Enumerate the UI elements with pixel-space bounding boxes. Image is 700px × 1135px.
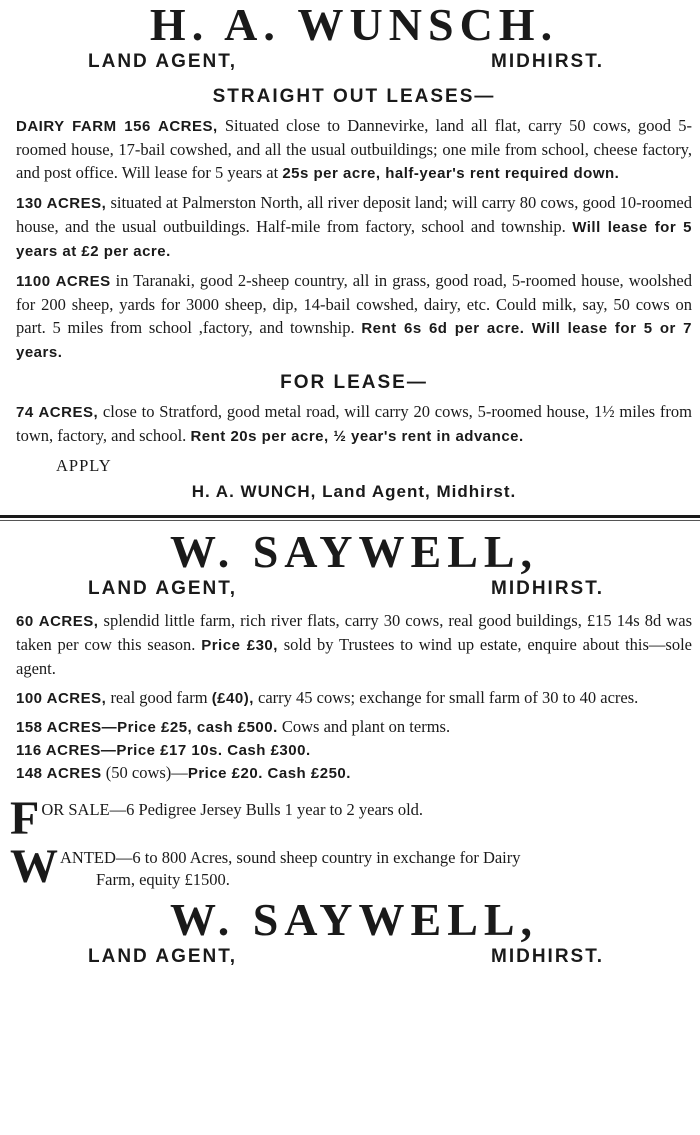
listing-terms: 25s per acre, half-year's rent required down. — [282, 165, 620, 182]
listing-line — [16, 762, 692, 785]
agent-location: MIDHIRST. — [491, 946, 604, 967]
notice-text: OR SALE—6 Pedigree Jersey Bulls 1 year to 2 years old. — [41, 800, 424, 819]
listing-terms: Rent 20s per acre, ½ year's rent in advance. — [190, 428, 524, 445]
listing-text: sold by Trustees to wind up estate, enquire about this—sole agent. — [16, 635, 692, 678]
listing-lead: 74 ACRES, — [16, 404, 99, 421]
listing-terms: Will lease for 5 years at £2 per acre. — [16, 219, 692, 260]
agent-location: MIDHIRST. — [491, 578, 604, 599]
agent-name: H. A. WUNSCH. — [149, 0, 559, 50]
wanted-notice — [10, 840, 692, 893]
listing-text: Cows and plant on terms. — [277, 717, 451, 736]
listing-lead: 60 ACRES, — [16, 613, 99, 630]
apply-label: APPLY — [56, 456, 112, 475]
agent-name: W. SAYWELL, — [169, 526, 539, 577]
divider-rule — [0, 520, 700, 521]
listing-entry — [16, 269, 692, 364]
listing-lead: 158 ACRES—Price £25, cash £500. — [16, 719, 278, 736]
listing-line — [16, 716, 692, 739]
listing-lead: 1100 ACRES — [16, 273, 111, 290]
listing-entry — [16, 191, 692, 263]
agent-role: LAND AGENT, — [88, 946, 238, 967]
listing-lead: 116 ACRES—Price £17 10s. Cash £300. — [16, 742, 311, 759]
listing-lead: 148 ACRES — [16, 765, 102, 782]
listing-text: real good farm — [106, 688, 212, 707]
agent-subtitle — [16, 945, 692, 969]
listing-lead: 100 ACRES, — [16, 690, 107, 707]
listing-terms: Rent 6s 6d per acre. Will lease for 5 or 7 years. — [16, 320, 692, 361]
listing-text: situated at Palmerston North, all river deposit land; will carry 80 cows, good 10-roomed house, and the usual outbuildings. Half-mile from factory, school and township. — [16, 193, 693, 236]
saywell-advertisement — [10, 526, 692, 969]
listing-lead: DAIRY FARM 156 ACRES, — [16, 118, 218, 135]
listing-text: in Taranaki, good 2-sheep country, all in grass, good road, 5-roomed house, woolshed for 200 sheep, yards for 3000 sheep, dip, 14-bail cowshed, dairy, etc. Could milk, say, 50 cows on part. 5 miles from school ,factory, and township. — [16, 271, 692, 337]
listing-line — [16, 739, 692, 762]
agent-subtitle — [16, 50, 692, 74]
agent-subtitle — [16, 577, 692, 601]
listing-lead: 130 ACRES, — [16, 195, 107, 212]
listing-text: Situated close to Dannevirke, land all flat, carry 50 cows, good 5-roomed house, 17-bail cowshed, and all the usual outbuildings; one mile from school, cheese factory, and post office. Will lease for 5 years at — [16, 116, 692, 182]
divider-rule — [0, 515, 700, 518]
listing-text: carry 45 cows; exchange for small farm of 30 to 40 acres. — [253, 688, 639, 707]
listing-text: (50 cows)— — [101, 763, 188, 782]
agent-location: MIDHIRST. — [491, 51, 604, 72]
drop-cap: W — [10, 840, 58, 893]
listing-text: close to Stratford, good metal road, will carry 20 cows, 5-roomed house, 1½ miles from town, factory, and school. — [16, 402, 692, 445]
wunsch-advertisement — [16, 0, 692, 505]
section-heading: STRAIGHT OUT LEASES— — [212, 86, 496, 107]
listing-text: splendid little farm, rich river flats, carry 30 cows, real good buildings, £15 14s 8d was taken per cow this season. — [16, 611, 692, 654]
listing-entry — [16, 114, 692, 185]
listing-price: Price £30, — [201, 637, 278, 654]
section-heading: FOR LEASE— — [280, 372, 428, 393]
notice-text: ANTED—6 to 800 Acres, sound sheep country in exchange for Dairy — [60, 848, 521, 867]
agent-role: LAND AGENT, — [88, 51, 238, 72]
agent-signoff: H. A. WUNCH, Land Agent, Midhirst. — [191, 482, 517, 501]
notice-text: Farm, equity £1500. — [96, 870, 230, 889]
listing-entry — [16, 609, 692, 680]
listing-entry — [16, 686, 692, 710]
drop-cap: F — [10, 792, 40, 845]
listing-price: Price £20. Cash £250. — [187, 765, 351, 782]
for-sale-notice — [10, 792, 692, 845]
listing-price: (£40), — [211, 690, 254, 707]
listing-entry — [16, 400, 692, 448]
agent-name: W. SAYWELL, — [169, 894, 539, 945]
agent-role: LAND AGENT, — [88, 578, 238, 599]
